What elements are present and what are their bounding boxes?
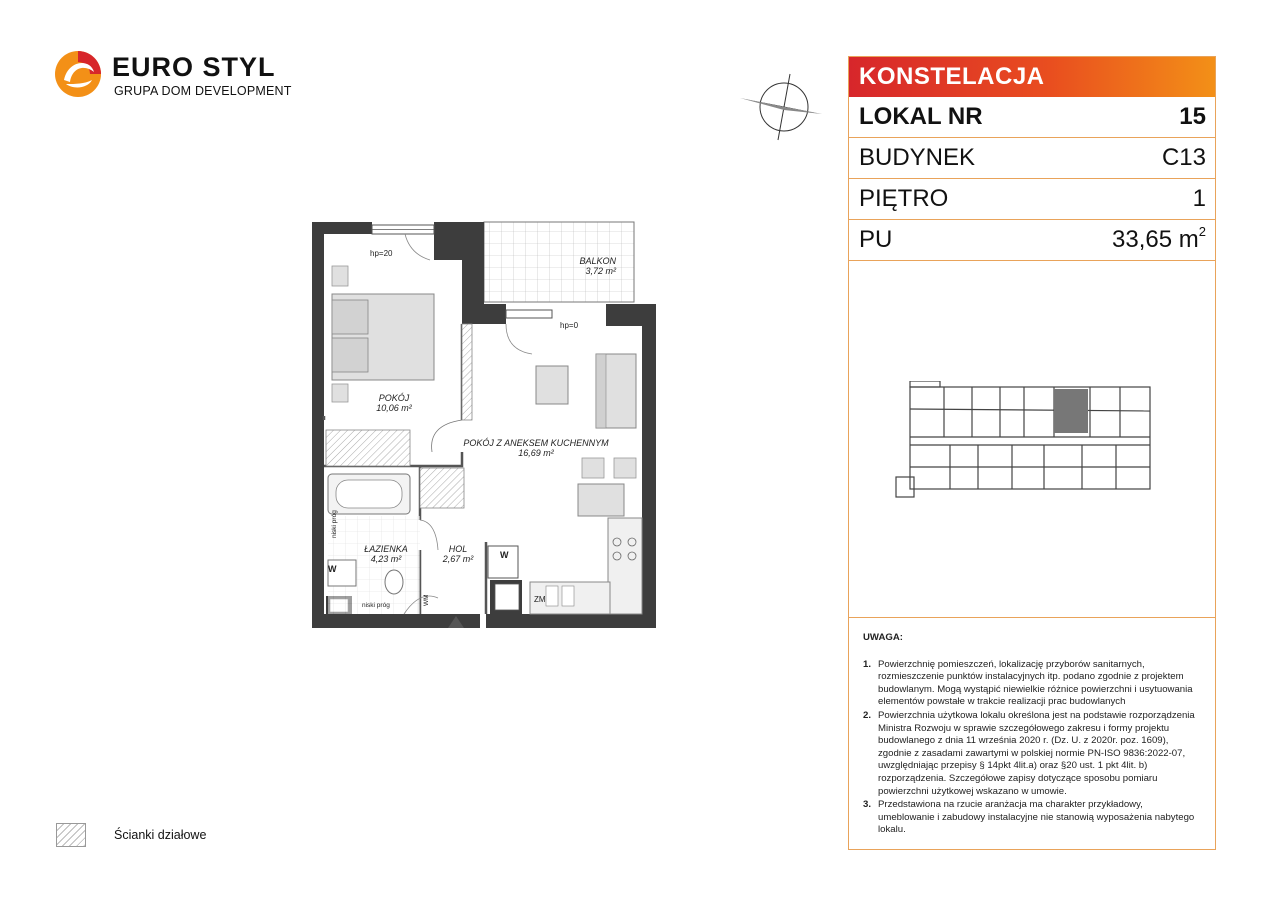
project-name: KONSTELACJA: [849, 57, 1215, 97]
note-text: Powierzchnię pomieszczeń, lokalizację przyborów sanitarnych, rozmieszczenie punktów instalacyjnych itp. podano zgodnie z projektem budowlanym. Mogą wystąpić niewielkie różnice powierzchni i usytuowania elementów powstałe w trakcie realizacji prac budowlanych: [878, 658, 1193, 708]
kitchen-counter: [608, 518, 642, 614]
meter-label-wm: WM: [423, 594, 430, 606]
unit-number-value: 15: [1179, 103, 1206, 130]
north-arrow-icon: [738, 72, 828, 142]
floor-row: [849, 179, 1215, 220]
area-unit-superscript: 2: [1198, 224, 1206, 239]
building-row: [849, 138, 1215, 179]
note-item: [863, 799, 1201, 837]
unit-number-label: LOKAL NR: [859, 103, 983, 130]
room-name-salon: POKÓJ Z ANEKSEM KUCHENNYM: [463, 438, 609, 448]
floor-plan: [310, 220, 660, 632]
legend: [56, 823, 206, 847]
room-name-balkon: BALKON: [579, 256, 616, 266]
usable-area-row: [849, 220, 1215, 261]
note-number: 2.: [863, 709, 872, 721]
highlighted-unit: [1054, 389, 1088, 433]
note-number: 3.: [863, 799, 872, 811]
room-name-hol: HOL: [448, 544, 468, 554]
room-area-balkon: 3,72 m²: [585, 266, 616, 276]
vent-label-bathroom: W: [328, 564, 337, 574]
low-threshold-label-vertical: niski próg: [331, 510, 338, 538]
legend-label: Ścianki działowe: [114, 828, 207, 842]
brand-logo: [54, 50, 294, 102]
note-number: 1.: [863, 658, 872, 670]
euro-styl-logo-icon: [54, 50, 102, 98]
building-key-plan-area: [849, 261, 1215, 618]
coffee-table: [536, 366, 568, 404]
low-threshold-label: niski próg: [362, 602, 390, 609]
note-item: [863, 710, 1201, 798]
notes-section: [849, 618, 1215, 837]
building-value: C13: [1161, 144, 1206, 171]
building-label: BUDYNEK: [859, 144, 976, 171]
dining-table: [578, 484, 624, 516]
partition-wall-swatch-icon: [56, 823, 86, 847]
room-name-lazienka: ŁAZIENKA: [364, 544, 408, 554]
unit-info-panel: [848, 56, 1216, 850]
note-text: Powierzchnia użytkowa lokalu określona jest na podstawie rozporządzenia Ministra Rozwoju w sprawie szczegółowego zakresu i formy projektu budowlanego z dnia 11 września 2020 r. (Dz. U. z 2020r. poz. 1609), zgodnie z zasadami zawartymi w polskiej normie PN-ISO 9836:2022-07, uwzględniając przepisy § 14pkt 4lit.a) oraz §20 ust. 1 pkt 4lit. b) rozporządzenia. Szczegółowe zapisy dotyczące sposobu pomiaru powierzchni użytkowej wskazano w umowie.: [878, 709, 1195, 797]
room-area-salon: 16,69 m²: [518, 448, 554, 458]
threshold-label-balcony: hp=0: [560, 321, 579, 330]
room-name-pokoj: POKÓJ: [378, 393, 410, 403]
notes-heading: UWAGA:: [863, 632, 903, 643]
floor-label: PIĘTRO: [859, 185, 949, 212]
threshold-label-bedroom: hp=20: [370, 249, 393, 258]
building-key-plan: [894, 381, 1154, 501]
room-area-lazienka: 4,23 m²: [370, 554, 402, 564]
room-area-hol: 2,67 m²: [442, 554, 474, 564]
note-text: Przedstawiona na rzucie aranżacja ma charakter przykładowy, umeblowanie i zabudowy instalacyjne nie stanowią wyposażenia nabytego lokalu.: [878, 799, 1195, 836]
unit-number-row: [849, 97, 1215, 138]
brand-subtitle: GRUPA DOM DEVELOPMENT: [114, 84, 292, 98]
meter-label-zm: ZM: [534, 595, 546, 604]
floor-value: 1: [1192, 185, 1206, 212]
brand-name: EURO STYL: [112, 52, 276, 82]
usable-area-label: PU: [859, 226, 893, 253]
room-area-pokoj: 10,06 m²: [376, 403, 412, 413]
usable-area-value: 33,65 $m^2$: [1112, 224, 1206, 253]
toilet: [385, 570, 403, 594]
note-item: [863, 659, 1201, 709]
vent-label-shaft: W: [500, 550, 509, 560]
